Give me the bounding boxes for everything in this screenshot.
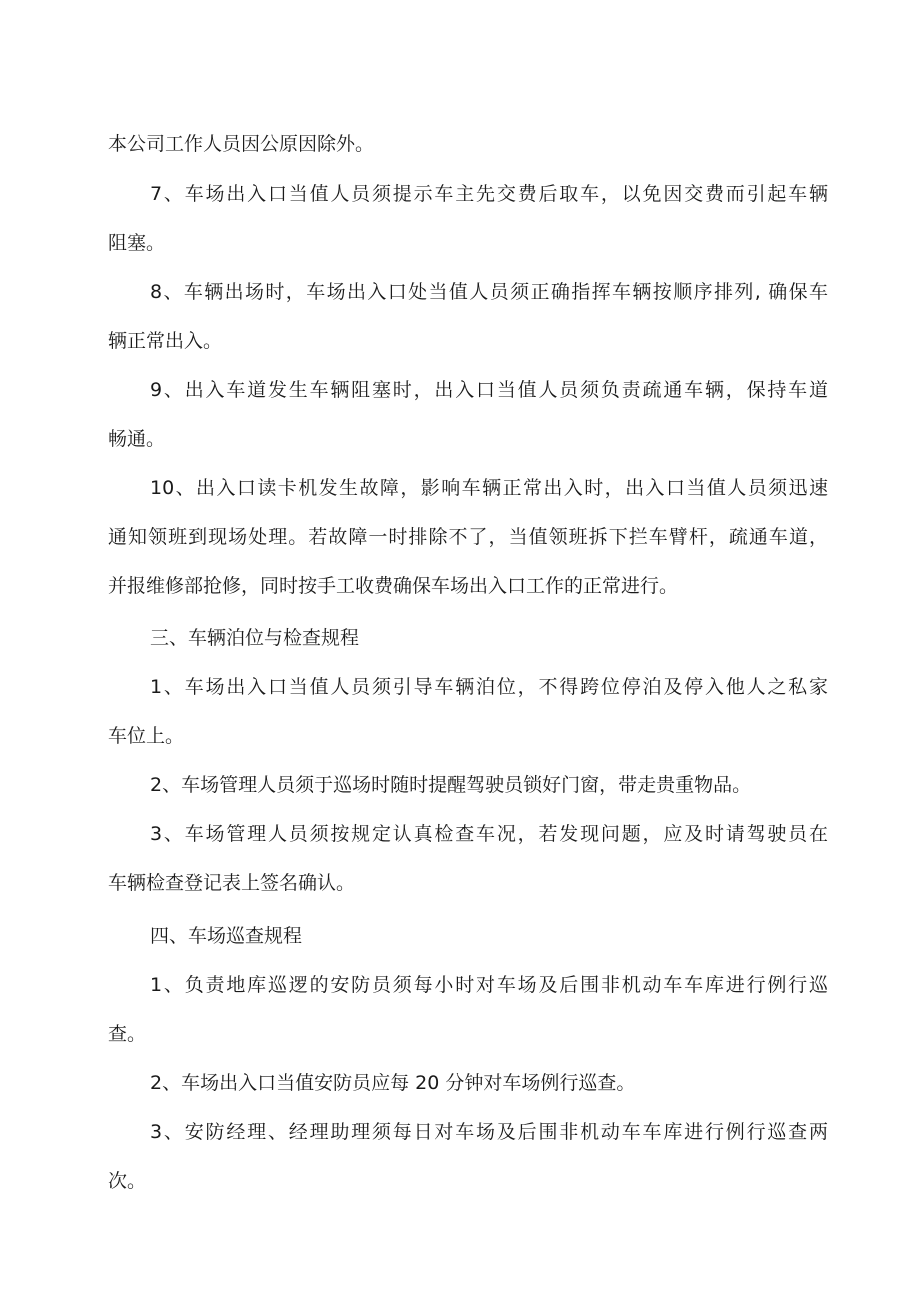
text-line: 车位上。 <box>108 725 185 747</box>
text-line: 10、出入口读卡机发生故障，影响车辆正常出入时，出入口当值人员须迅速 <box>150 477 828 499</box>
text-line: 通知领班到现场处理。若故障一时排除不了，当值领班拆下拦车臂杆，疏通车道， <box>108 526 828 548</box>
section-heading: 三、车辆泊位与检查规程 <box>150 627 360 649</box>
text-line: 2、车场出入口当值安防员应每 20 分钟对车场例行巡查。 <box>150 1072 636 1094</box>
text-line: 9、出入车道发生车辆阻塞时，出入口当值人员须负责疏通车辆，保持车道 <box>150 379 828 401</box>
text-line: 2、车场管理人员须于巡场时随时提醒驾驶员锁好门窗，带走贵重物品。 <box>150 774 752 796</box>
text-line: 7、车场出入口当值人员须提示车主先交费后取车，以免因交费而引起车辆 <box>150 183 828 205</box>
text-line: 本公司工作人员因公原因除外。 <box>108 133 375 155</box>
text-line: 1、车场出入口当值人员须引导车辆泊位，不得跨位停泊及停入他人之私家 <box>150 676 828 698</box>
text-line: 1、负责地库巡逻的安防员须每小时对车场及后围非机动车车库进行例行巡 <box>150 974 828 996</box>
text-line: 3、车场管理人员须按规定认真检查车况，若发现问题，应及时请驾驶员在 <box>150 823 828 845</box>
text-line: 阻塞。 <box>108 232 166 254</box>
text-line: 车辆检查登记表上签名确认。 <box>108 872 356 894</box>
text-line: 次。 <box>108 1170 147 1192</box>
text-line: 畅通。 <box>108 428 166 450</box>
text-line: 8、车辆出场时，车场出入口处当值人员须正确指挥车辆按顺序排列, 确保车 <box>150 281 828 303</box>
text-line: 查。 <box>108 1023 147 1045</box>
text-line: 3、安防经理、经理助理须每日对车场及后围非机动车车库进行例行巡查两 <box>150 1121 828 1143</box>
text-line: 并报维修部抢修，同时按手工收费确保车场出入口工作的正常进行。 <box>108 575 679 597</box>
text-line: 辆正常出入。 <box>108 330 223 352</box>
section-heading: 四、车场巡查规程 <box>150 925 303 947</box>
